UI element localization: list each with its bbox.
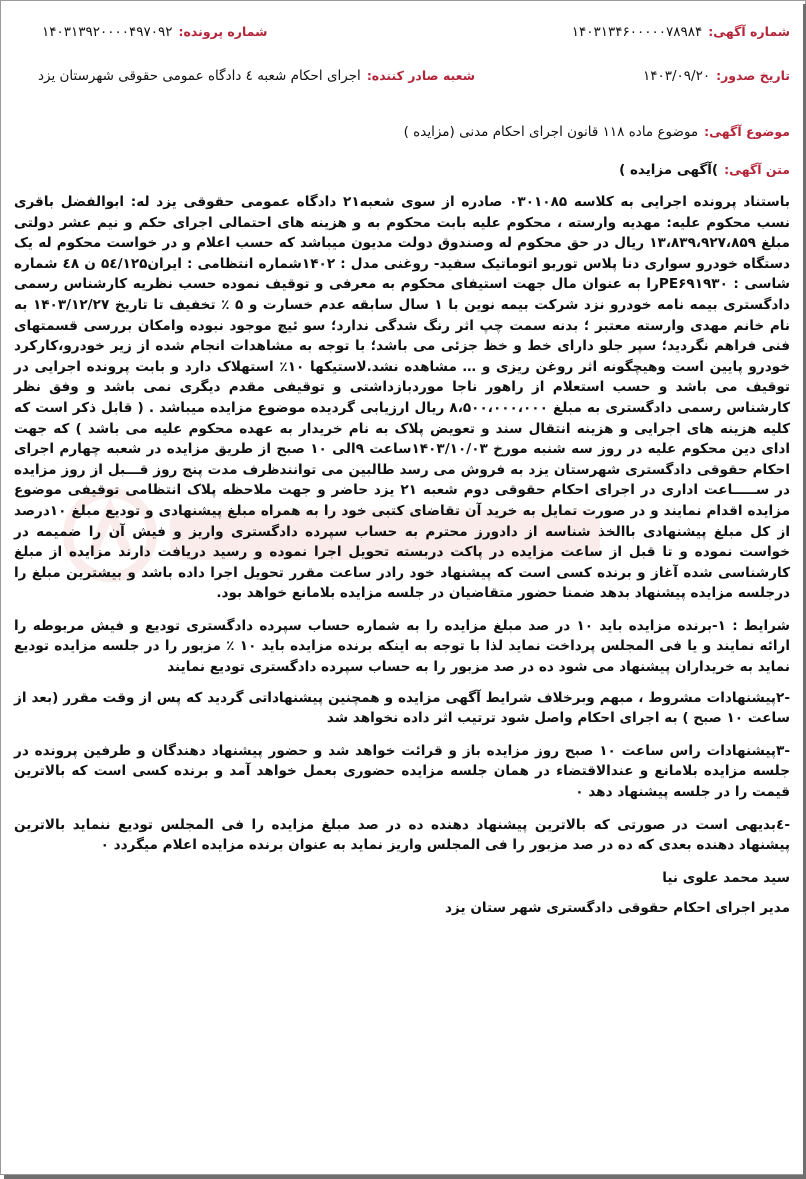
ad-text-value: )آگهی مزایده ) — [619, 162, 719, 178]
condition-2: -۲پیشنهادات مشروط ، مبهم وبرخلاف شرایط آگهی مزایده و همچنین پیشنهاداتی گردید که پس از وقت مقرر (بعد از ساعت ۱۰ صبح ) به اجرای احکام واصل شود ترتیب اثر داده نخواهد شد — [14, 689, 790, 727]
ad-text-label: متن آگهی: — [724, 162, 790, 177]
case-number-label: شماره پرونده: — [178, 24, 268, 39]
ad-number-label: شماره آگهی: — [708, 24, 790, 39]
ad-body-paragraph: باستناد پرونده اجرایی به کلاسه ۰۳۰۱۰۸۵ صادره از سوی شعبه۲۱ دادگاه عمومی حقوقی یزد له: ابوالفضل باقری نسب محکوم علیه: مهدیه وارسته ، محکوم علیه بابت محکوم به و هزینه های احتمالی اجرای حکم و نیم عشر دولتی مبلغ ۱۳،۸۳۹،۹۲۷،۸۵۹ ریال در حق محکوم له وصندوق دولت مدیون میباشد که حسب اعلام و در خواست محکوم له یک دستگاه خودرو سواری دنا پلاس توربو اتوماتیک سفید- روغنی مدل : ۱۴۰۲شماره انتظامی : ایران۵٤/۱۲۵ ن ٤۸ شماره شاسی : PE۶۹۱۹۳۰را به عنوان مال جهت استیفای محکوم به معرفی و توقیف نموده حسب نظریه کارشناس رسمی دادگستری بیمه نامه خودرو نزد شرکت بیمه نوین با ۱ سال سابقه عدم خسارت و ۵ ٪ تخفیف تا تاریخ ۱۴۰۳/۱۲/۲۷ به نام خانم مهدی وارسته معتبر ؛ بدنه سمت چپ اثر رنگ شدگی ندارد؛ سو ئیچ موجود نبوده وامکان بررسی قسمتهای فنی فراهم نگردید؛ سپر جلو دارای خط و خظ جزئی می باشد؛ با توجه به مشاهدات انجام شده از زیر خودرو،کارکرد خودرو پایین است وهیچگونه اثر روغن ریزی و … مشاهده نشد.لاستیکها ۱۰٪ استهلاک دارد و بابت پرونده اجرایی در توقیف می باشد و حسب استعلام از راهور ناجا موردبازداشتی و توقیفی مقدم دیگری نمی باشد و وفق نظر کارشناس رسمی دادگستری به مبلغ ۸،۵۰۰،۰۰۰،۰۰۰ ریال ارزیابی گردیده موضوع مزایده میباشد . ( قابل ذکر است که کلیه هزینه های اجرایی و هزینه انتقال سند و تعویض پلاک به نام خریدار به عهده محکوم علیه می باشد ) که جهت ادای دین محکوم علیه در روز سه شنبه مورخ ۱۴۰۳/۱۰/۰۳ساعت ۹الی ۱۰ صبح از طریق مزایده در شعبه چهارم اجرای احکام حقوقی دادگستری شهرستان یزد به فروش می رسد طالبین می توانندظرف مدت پنج روز قـــبل از روز مزایده در ســـــاعت اداری در اجرای احکام حقوقی دوم شعبه ۲۱ یزد حاضر و جهت ملاحظه پلاک انتظامی توقیفی موضوع مزایده اقدام نمایند و در صورت تمایل به خرید آن تقاضای کتبی خود را به همراه مبلغ پیشنهادی و تودیع مبلغ ۱۰درصد از کل مبلغ پیشنهادی باالخذ شناسه از دادورز محترم به حساب سپرده دادگستری واریز و فیش آن را ضمیمه در خواست نموده و تا قبل از ساعت مزایده در پاکت دربسته تحویل اجرا نموده و رسید دریافت دارند مزایده از مبلغ کارشناسی شده آغاز و برنده کسی است که پیشنهاد خود رادر ساعت مقرر تحویل اجرا داده باشد و بیشترین مبلغ را درجلسه مزایده پیشنهاد بدهد ضمنا حضور متقاضیان در جلسه مزایده بلامانع خواهد بود. — [14, 194, 791, 602]
condition-1: شرایط : ۱-برنده مزایده باید ۱۰ در صد مبلغ مزایده را به شماره حساب سپرده دادگستری تودیع و فیش مربوطه را ارائه نمایند و یا فی المجلس پرداخت نماید لذا با توجه به اینکه برنده مزایده باید ۱۰ ٪ مزبور را در جلسه مزایده تودیع نماید به خریداران پیشنهاد می شود ده در صد مزبور را به حساب سپرده دادگستری تودیع نمایند — [14, 617, 791, 676]
issuing-branch-value: اجرای احکام شعبه ٤ دادگاه عمومی حقوقی شهرستان یزد — [38, 68, 361, 84]
condition-4: -٤بدیهی است در صورتی که بالاترین پیشنهاد دهنده ده در صد مبلغ مزایده را فی المجلس تودیع ننماید بالاترین پیشنهاد دهنده بعدی که ده در صد مزبور را فی المجلس واریز نماید به عنوان برنده مزایده اعلام میگردد ٠ — [14, 816, 790, 854]
ad-subject-value: موضوع ماده ۱۱۸ قانون اجرای احکام مدنی (مزایده ) — [403, 124, 699, 140]
issue-date — [643, 68, 790, 112]
signer-role: مدیر اجرای احکام حقوقی دادگستری شهر ستان یزد — [445, 899, 790, 916]
issuing-branch-label: شعبه صادر کننده: — [366, 68, 476, 83]
case-number — [42, 24, 267, 68]
ad-subject-label: موضوع آگهی: — [704, 124, 790, 139]
document-content — [14, 24, 790, 916]
issue-date-value: ۱۴۰۳/۰۹/۲۰ — [642, 68, 711, 84]
ad-text-heading — [14, 162, 790, 178]
ad-number-value: ۱۴۰۳۱۳۴۶۰۰۰۰۰۷۸۹۸۴ — [571, 24, 703, 40]
case-number-value: ۱۴۰۳۱۳۹۲۰۰۰۰۴۹۷۰۹۲ — [42, 24, 173, 40]
condition-3: -۳پیشنهادات راس ساعت ۱۰ صبح روز مزایده باز و قرائت خواهد شد و حضور پیشنهاد دهندگان و طرفین پرونده در جلسه مزایده بلامانع و عندالاقتضاء در همان جلسه مزایده حضوری بعمل خواهد آمد و برنده کسی است که بالاترین قیمت را در جلسه پیشنهاد دهد ٠ — [14, 742, 790, 801]
signer-name: سید محمد علوی نیا — [662, 869, 790, 886]
meta-row-2 — [14, 68, 790, 112]
meta-row-1 — [14, 24, 790, 68]
frame-shadow-bottom — [4, 1175, 806, 1179]
ad-subject — [14, 124, 790, 140]
issuing-branch — [38, 68, 475, 112]
issue-date-label: تاریخ صدور: — [716, 68, 790, 83]
ad-number — [572, 24, 790, 68]
